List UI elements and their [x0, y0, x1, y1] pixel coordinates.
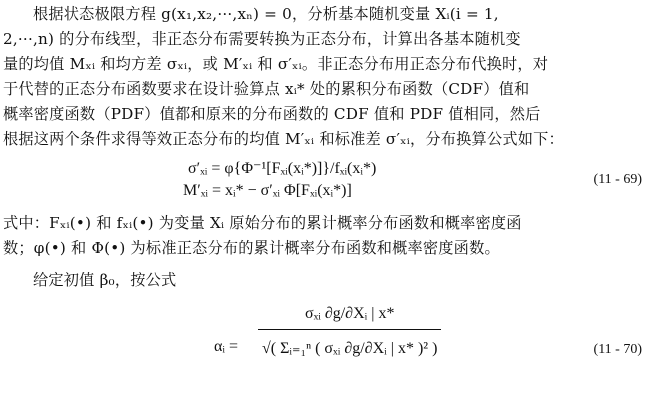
- paragraph-line-2: 2,···,n) 的分布线型，非正态分布需要转换为正态分布，计算出各基本随机变: [3, 30, 521, 48]
- paragraph-line-3: 量的均值 Mₓᵢ 和均方差 σₓᵢ，或 M′ₓᵢ 和 σ′ₓᵢ。非正态分布用正态分布代换时，对: [3, 55, 549, 73]
- equation-11-70-lhs: αᵢ =: [214, 338, 239, 355]
- paragraph-line-5: 概率密度函数（PDF）值都和原来的分布函数的 CDF 值和 PDF 值相同，然后: [3, 105, 541, 123]
- paragraph-line-7: 式中：Fₓᵢ(•) 和 fₓᵢ(•) 为变量 Xᵢ 原始分布的累计概率分布函数和概率密度函: [3, 214, 522, 232]
- equation-11-69-line-1: σ′ₓᵢ = φ{Φ⁻¹[Fₓᵢ(xᵢ*)]}/fₓᵢ(xᵢ*): [188, 160, 377, 177]
- paragraph-line-8: 数；φ(•) 和 Φ(•) 为标准正态分布的累计概率分布函数和概率密度函数。: [3, 239, 500, 257]
- paragraph-line-4: 于代替的正态分布函数要求在设计验算点 xᵢ* 处的累积分布函数（CDF）值和: [3, 80, 530, 98]
- equation-11-70-block: [258, 305, 441, 358]
- paragraph-line-9: 给定初值 β₀，按公式: [33, 271, 177, 289]
- equation-number-11-70: (11 - 70): [593, 342, 642, 357]
- equation-11-69-line-2: M′ₓᵢ = xᵢ* − σ′ₓᵢ Φ[Fₓᵢ(xᵢ*)]: [183, 182, 352, 199]
- paragraph-line-1: 根据状态极限方程 g(x₁,x₂,···,xₙ) = 0，分析基本随机变量 Xᵢ(i = 1,: [33, 5, 499, 23]
- equation-11-70-denominator: √( Σᵢ₌₁ⁿ ( σₓᵢ ∂g/∂Xᵢ | x* )² ): [258, 329, 441, 358]
- equation-11-70-fraction: [258, 305, 441, 358]
- paragraph-line-6: 根据这两个条件求得等效正态分布的均值 M′ₓᵢ 和标准差 σ′ₓᵢ，分布换算公式如下：: [3, 130, 564, 148]
- equation-11-70-numerator: σₓᵢ ∂g/∂Xᵢ | x*: [304, 305, 395, 322]
- equation-number-11-69: (11 - 69): [593, 172, 642, 187]
